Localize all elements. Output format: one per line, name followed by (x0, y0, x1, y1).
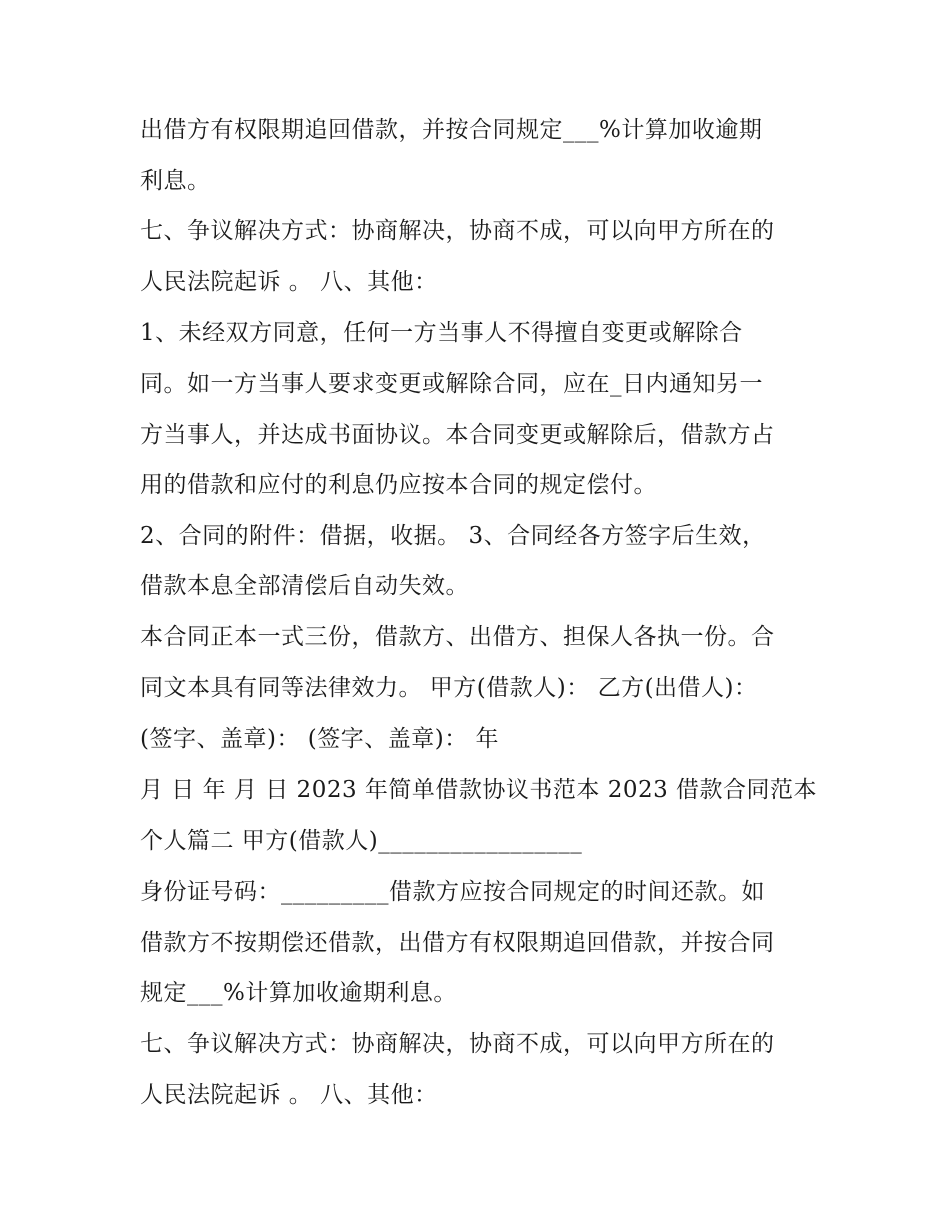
text-line: 七、争议解决方式：协商解决，协商不成，可以向甲方所在的 (140, 1031, 775, 1057)
text-line: 同。如一方当事人要求变更或解除合同，应在_日内通知另一 (140, 371, 763, 397)
text-line: 七、争议解决方式：协商解决，协商不成，可以向甲方所在的 (140, 218, 775, 244)
text-line: (签字、盖章)： (签字、盖章)： 年 (140, 726, 500, 752)
text-line: 1、未经双方同意，任何一方当事人不得擅自变更或解除合 (140, 320, 743, 346)
text-line: 个人篇二 甲方(借款人)_________________ (140, 828, 583, 854)
text-line: 同文本具有同等法律效力。 甲方(借款人)： 乙方(出借人)： (140, 675, 758, 701)
text-line: 方当事人，并达成书面协议。本合同变更或解除后，借款方占 (140, 422, 775, 448)
text-line: 2、合同的附件：借据，收据。 3、合同经各方签字后生效， (140, 523, 766, 549)
text-line: 出借方有权限期追回借款，并按合同规定___%计算加收逾期 (140, 117, 763, 143)
text-line: 人民法院起诉 。 八、其他： (140, 269, 438, 295)
text-line: 利息。 (140, 168, 211, 194)
text-line: 本合同正本一式三份，借款方、出借方、担保人各执一份。合 (140, 624, 775, 650)
text-line: 月 日 年 月 日 2023 年简单借款协议书范本 2023 借款合同范本 (140, 777, 818, 803)
text-line: 用的借款和应付的利息仍应按本合同的规定偿付。 (140, 472, 657, 498)
text-line: 规定___%计算加收逾期利息。 (140, 980, 457, 1006)
text-line: 借款本息全部清偿后自动失效。 (140, 573, 469, 599)
text-line: 人民法院起诉 。 八、其他： (140, 1082, 438, 1108)
text-line: 身份证号码：_________借款方应按合同规定的时间还款。如 (140, 879, 765, 905)
text-line: 借款方不按期偿还借款，出借方有权限期追回借款，并按合同 (140, 930, 775, 956)
